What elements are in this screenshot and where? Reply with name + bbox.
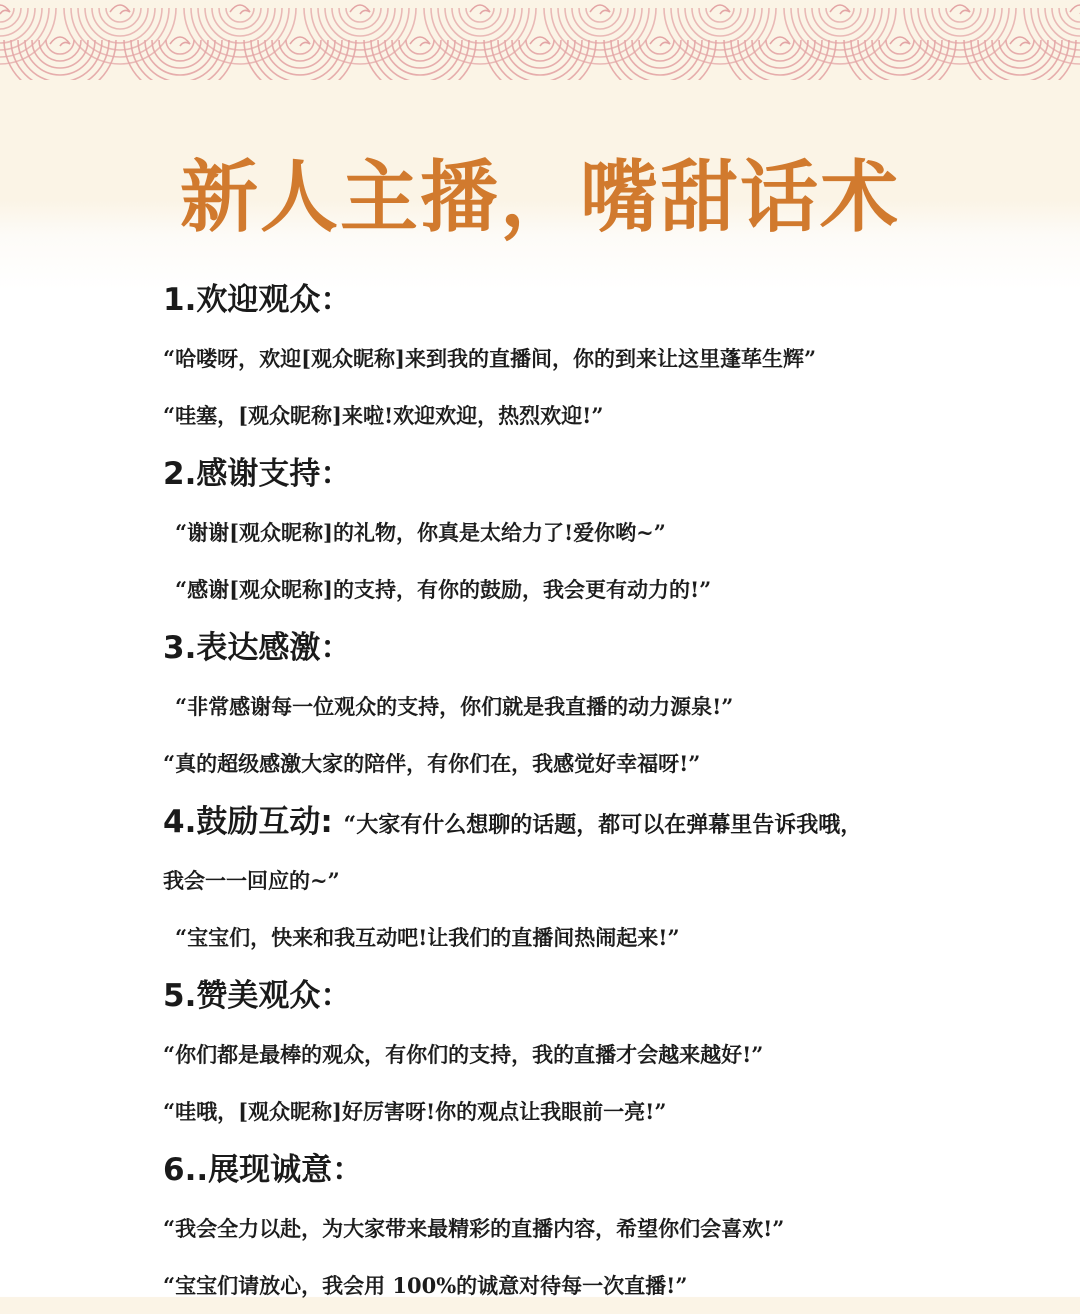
wave-arc (346, 8, 374, 22)
wave-curl (530, 37, 550, 46)
wave-curl (590, 5, 610, 14)
quote-line: “真的超级感激大家的陪伴，有你们在，我感觉好幸福呀!” (163, 751, 701, 776)
wave-arc (586, 8, 614, 22)
quote-line: “宝宝们请放心，我会用 100%的诚意对待每一次直播!” (163, 1273, 688, 1298)
wave-arc (999, 40, 1041, 61)
quote-line: “谢谢[观众昵称]的礼物，你真是太给力了!爱你哟~” (175, 520, 666, 545)
quote-line: “你们都是最棒的观众，有你们的支持，我的直播才会越来越好!” (163, 1042, 764, 1067)
wave-arc (1066, 8, 1080, 22)
section-welcome (163, 270, 1043, 444)
wave-curl (650, 37, 670, 46)
quote-line: “非常感谢每一位观众的支持，你们就是我直播的动力源泉!” (175, 694, 734, 719)
wave-arc (166, 40, 194, 54)
wave-arc (159, 40, 201, 61)
wave-arc (639, 40, 681, 61)
wave-arc (646, 40, 674, 54)
wave-arc (399, 40, 441, 61)
wave-curl (290, 37, 310, 46)
wave-arc (526, 40, 554, 54)
wave-curl (710, 5, 730, 14)
section-heading: 1.欢迎观众： (163, 282, 352, 318)
wave-arc (1059, 8, 1080, 29)
wave-arc (286, 40, 314, 54)
quote-line: “感谢[观众昵称]的支持，有你的鼓励，我会更有动力的!” (175, 577, 712, 602)
wave-curl (410, 37, 430, 46)
wave-curl (1070, 5, 1080, 14)
wave-arc (279, 40, 321, 61)
section-heading-label: 4.鼓励互动: (163, 804, 333, 840)
wave-arc (99, 8, 141, 29)
wave-arc (406, 40, 434, 54)
wave-curl (890, 37, 910, 46)
section-sincerity (163, 1140, 1043, 1314)
wave-arc (879, 40, 921, 61)
wave-arc (819, 8, 861, 29)
wave-arc (759, 40, 801, 61)
wave-curl (350, 5, 370, 14)
wave-arc (886, 40, 914, 54)
section-heading: 2.感谢支持： (163, 456, 352, 492)
wave-curl (950, 5, 970, 14)
quote-line: “我会全力以赴，为大家带来最精彩的直播内容，希望你们会喜欢!” (163, 1216, 785, 1241)
wave-curl (470, 5, 490, 14)
wave-arc (766, 40, 794, 54)
wave-curl (230, 5, 250, 14)
page-title: 新人主播，嘴甜话术 (179, 153, 900, 243)
section-heading: 6..展现诚意： (163, 1152, 364, 1188)
wave-pattern-decoration (0, 0, 1080, 80)
section-interaction (163, 792, 1043, 966)
wave-arc (219, 8, 261, 29)
wave-arc (946, 8, 974, 22)
wave-curl (1010, 37, 1030, 46)
wave-arc (459, 8, 501, 29)
wave-arc (579, 8, 621, 29)
wave-arc (339, 8, 381, 29)
wave-arc (39, 40, 81, 61)
quote-continuation: 我会一一回应的~” (163, 868, 340, 893)
wave-arc (226, 8, 254, 22)
section-praise (163, 966, 1043, 1140)
wave-arc (106, 8, 134, 22)
wave-curl (0, 5, 10, 14)
wave-curl (830, 5, 850, 14)
quote-line: “宝宝们，快来和我互动吧!让我们的直播间热闹起来!” (175, 925, 680, 950)
quote-line: “哇哦，[观众昵称]好厉害呀!你的观点让我眼前一亮!” (163, 1099, 667, 1124)
wave-arc (1006, 40, 1034, 54)
wave-arc (826, 8, 854, 22)
wave-arc (1038, 8, 1080, 50)
content-body (163, 270, 1043, 1314)
wave-arc (706, 8, 734, 22)
quote-line: “哈喽呀，欢迎[观众昵称]来到我的直播间，你的到来让这里蓬荜生辉” (163, 346, 817, 371)
wave-curl (770, 37, 790, 46)
wave-arc (46, 40, 74, 54)
wave-curl (170, 37, 190, 46)
section-thanks (163, 444, 1043, 618)
section-heading: 3.表达感激： (163, 630, 352, 666)
quote-line: “哇塞，[观众昵称]来啦!欢迎欢迎，热烈欢迎!” (163, 403, 604, 428)
section-heading-with-quote (163, 792, 1043, 852)
wave-curl (50, 37, 70, 46)
wave-curl (110, 5, 130, 14)
inline-quote: “大家有什么想聊的话题，都可以在弹幕里告诉我哦， (343, 812, 863, 838)
wave-arc (699, 8, 741, 29)
wave-arc (0, 8, 42, 50)
wave-arc (939, 8, 981, 29)
section-heading: 5.赞美观众： (163, 978, 352, 1014)
wave-arc (519, 40, 561, 61)
wave-arc (466, 8, 494, 22)
section-gratitude (163, 618, 1043, 792)
